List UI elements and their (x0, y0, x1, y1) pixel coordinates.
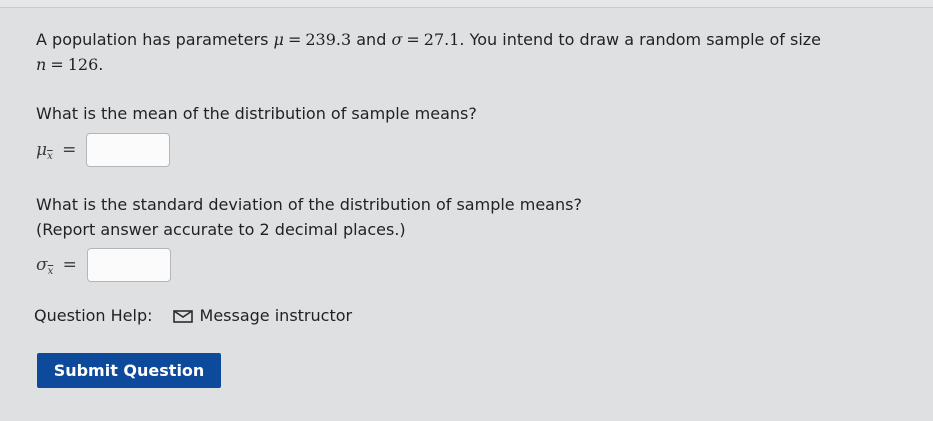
intro-end-text: . You intend to draw a random sample of size (459, 30, 822, 49)
part2-note: (Report answer accurate to 2 decimal places.) (36, 220, 406, 239)
std-dev-label: $\sigma_{\overline{x}}$ = (36, 255, 77, 277)
part2-answer-row (36, 247, 171, 283)
question-help-label: Question Help: (34, 306, 153, 325)
message-instructor-label: Message instructor (199, 306, 353, 325)
part1-prompt: What is the mean of the distribution of sample means? (36, 104, 477, 123)
n-parameter: n = 126 (36, 55, 99, 74)
question-intro-line (36, 30, 821, 50)
question-help (34, 306, 352, 326)
part2-prompt: What is the standard deviation of the distribution of sample means? (36, 195, 582, 214)
mean-answer-input[interactable] (86, 133, 170, 167)
sample-size-line: n = 126. (36, 55, 104, 74)
mu-parameter: μ = 239.3 (273, 30, 352, 49)
and-text: and (356, 30, 387, 49)
envelope-icon (173, 310, 193, 323)
mean-label: $\mu_{\overline{x}}$ = (36, 140, 77, 162)
sigma-parameter: σ = 27.1 (391, 30, 460, 49)
intro-text: A population has parameters (36, 30, 269, 49)
submit-question-button[interactable]: Submit Question (37, 353, 221, 388)
std-dev-answer-input[interactable] (87, 248, 171, 282)
message-instructor-link[interactable] (173, 306, 353, 326)
part1-answer-row (36, 132, 170, 168)
